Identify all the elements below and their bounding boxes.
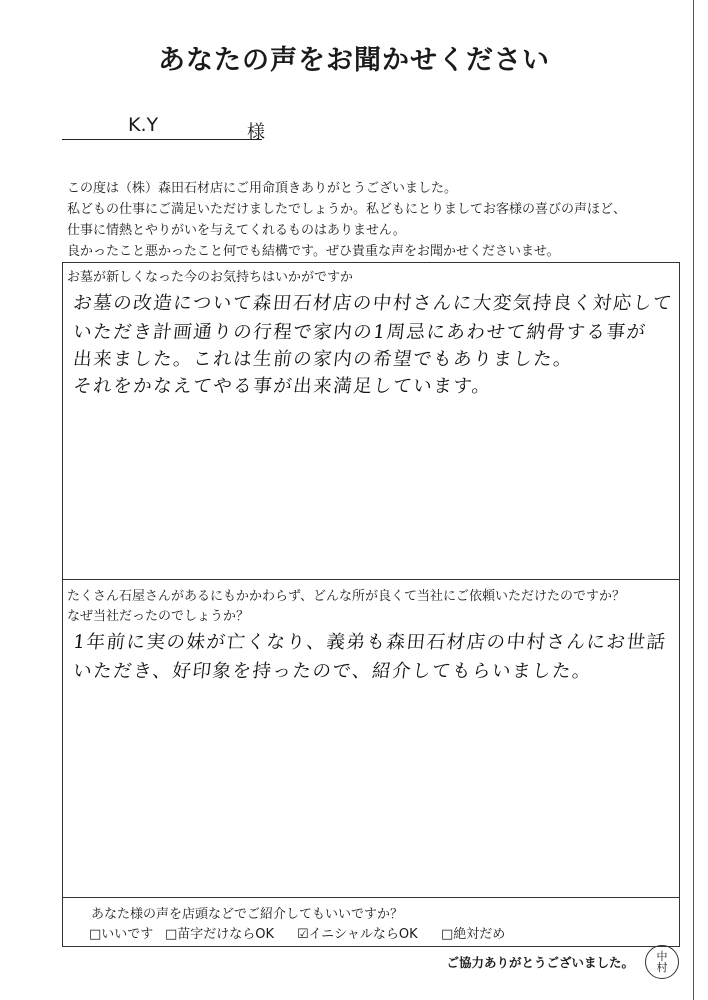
intro-line-2: 私どもの仕事にご満足いただけましたでしょうか。私どもにとりましてお客様の喜びの声ほど、 [67,202,627,217]
checkbox-unchecked-icon[interactable]: □ [165,927,178,942]
question-reason-line-1: たくさん石屋さんがあるにもかかわらず、どんな所が良くて当社にご依頼いただけたのですか？ [67,589,625,604]
checkbox-checked-icon[interactable]: ☑ [297,927,309,942]
answer-line: それをかなえてやる事が出来満足しています。 [72,376,493,397]
customer-name: K.Y [128,114,159,136]
option-ok[interactable] [89,923,153,942]
option-never[interactable] [441,923,505,942]
answer-line: お墓の改造について森田石材店の中村さんに大変気持良く対応して [72,293,674,314]
option-surname-only[interactable] [165,923,274,942]
answer-line: いただき、好印象を持ったので、紹介してもらいました。 [72,661,594,682]
customer-honorific: 様 [247,122,265,143]
intro-line-4: 良かったこと悪かったこと何でも結構です。ぜひ貴重な声をお聞かせくださいませ。 [67,244,560,259]
page-title: あなたの声をお聞かせください [158,45,550,76]
question-current-feelings: お墓が新しくなった今のお気持ちはいかがですか [67,270,354,285]
question-reason-line-2: なぜ当社だったのでしょうか？ [67,609,250,624]
option-label: 苗字だけならOK [177,927,275,942]
staff-seal-stamp: 中 村 [645,945,679,979]
answer-line: いただき計画通りの行程で家内の1周忌にあわせて納骨する事が [72,322,648,343]
option-label: 絶対だめ [453,927,506,942]
page-edge-line [693,0,694,1000]
answer-line: 出来ました。これは生前の家内の希望でもありました。 [72,349,575,370]
thanks-message: ご協力ありがとうございました。 [446,955,634,970]
answer-line: 1年前に実の妹が亡くなり、義弟も森田石材店の中村さんにお世話 [72,632,668,653]
checkbox-unchecked-icon[interactable]: □ [89,927,102,942]
option-label: いいです [101,927,154,942]
intro-line-1: この度は（株）森田石材店にご用命頂きありがとうございました。 [67,181,458,196]
question-permission: あなた様の声を店頭などでご紹介してもいいですか？ [91,907,404,922]
name-underline [62,139,262,140]
option-initials-only[interactable] [297,923,418,942]
intro-line-3: 仕事に情熱とやりがいを与えてくれるものはありません。 [67,223,406,238]
option-label: イニシャルならOK [308,927,418,942]
checkbox-unchecked-icon[interactable]: □ [441,927,454,942]
